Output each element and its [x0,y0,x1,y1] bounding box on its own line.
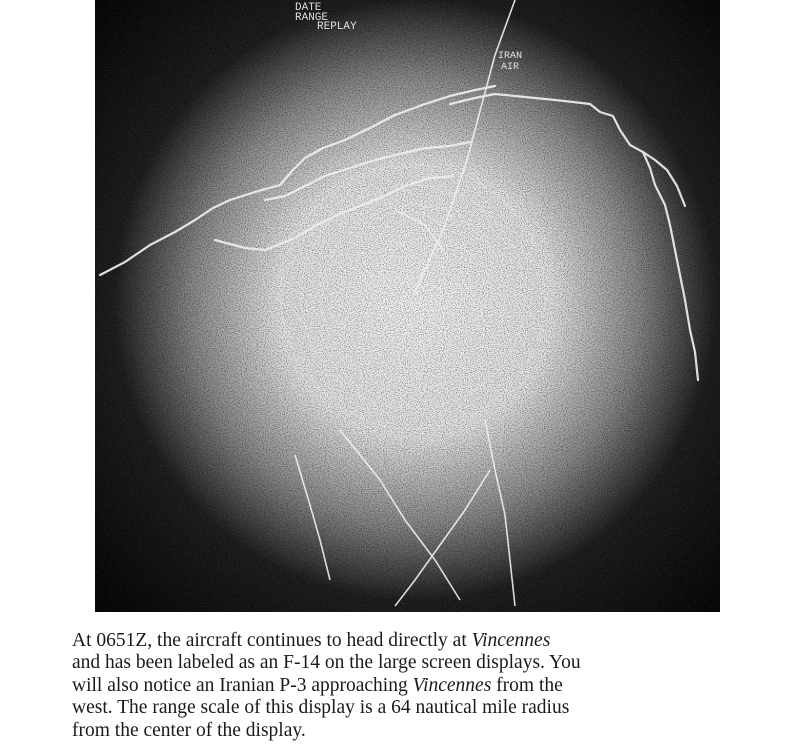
caption-line [72,697,762,719]
track-label-2: AIR [501,62,520,73]
caption-text: At 0651Z, the aircraft continues to head directly at [72,630,472,651]
overlay-replay: REPLAY [317,21,357,33]
grain-light [95,0,720,612]
figure-caption [72,630,762,744]
caption-text: from the center of the display. [72,719,306,741]
caption-text: will also notice an Iranian P-3 approaching [72,674,413,696]
track-label-1: IRAN [498,51,523,62]
caption-text: and has been labeled as an F-14 on the large screen displays. You [72,652,581,674]
caption-line [72,675,762,697]
caption-ship-name: Vincennes [471,630,551,651]
caption-ship-name: Vincennes [412,674,492,696]
caption-line [72,652,762,674]
overlay-range: RANGE [295,12,329,24]
caption-text: from the [491,674,563,696]
radar-screen-photo [95,0,720,612]
caption-text: west. The range scale of this display is a 64 nautical mile radius [72,697,570,719]
caption-line [72,630,762,652]
caption-line [72,720,762,742]
overlay-date: DATE [295,2,322,14]
